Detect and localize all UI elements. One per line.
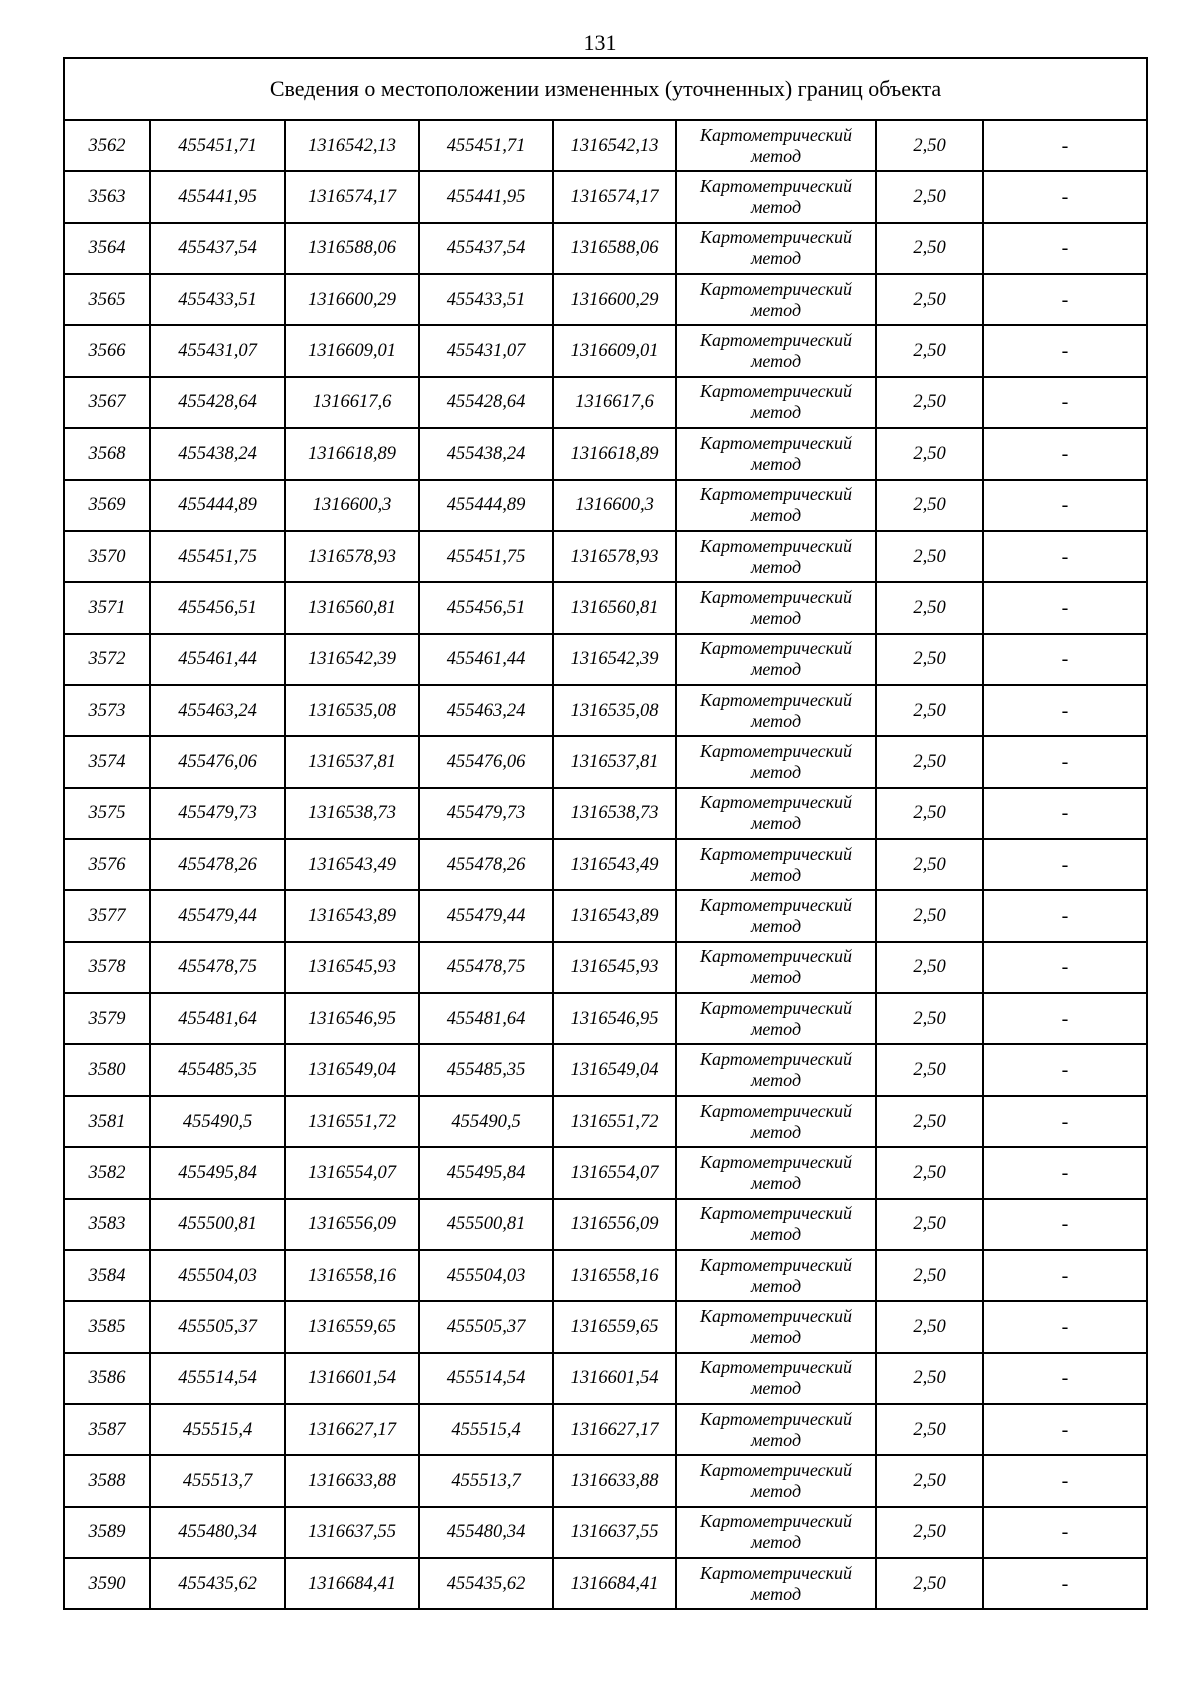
cell-point-number: 3583 xyxy=(64,1199,150,1250)
cell-note: - xyxy=(983,634,1147,685)
cell-point-number: 3578 xyxy=(64,942,150,993)
cell-accuracy: 2,50 xyxy=(876,531,983,582)
table-row xyxy=(64,171,1147,222)
cell-note: - xyxy=(983,1147,1147,1198)
cell-y-refined: 1316538,73 xyxy=(553,788,676,839)
cell-method: Картометрический метод xyxy=(676,428,876,479)
cell-point-number: 3570 xyxy=(64,531,150,582)
cell-point-number: 3562 xyxy=(64,120,150,171)
cell-accuracy: 2,50 xyxy=(876,1096,983,1147)
cell-point-number: 3584 xyxy=(64,1250,150,1301)
cell-note: - xyxy=(983,223,1147,274)
cell-y-existing: 1316545,93 xyxy=(285,942,419,993)
cell-method: Картометрический метод xyxy=(676,1301,876,1352)
cell-method: Картометрический метод xyxy=(676,531,876,582)
table-row xyxy=(64,1404,1147,1455)
cell-y-existing: 1316554,07 xyxy=(285,1147,419,1198)
cell-x-refined: 455438,24 xyxy=(419,428,553,479)
table-row xyxy=(64,480,1147,531)
cell-point-number: 3576 xyxy=(64,839,150,890)
cell-accuracy: 2,50 xyxy=(876,839,983,890)
cell-x-refined: 455490,5 xyxy=(419,1096,553,1147)
cell-x-existing: 455461,44 xyxy=(150,634,285,685)
cell-method: Картометрический метод xyxy=(676,942,876,993)
cell-x-existing: 455451,75 xyxy=(150,531,285,582)
cell-note: - xyxy=(983,325,1147,376)
cell-x-refined: 455481,64 xyxy=(419,993,553,1044)
cell-method: Картометрический метод xyxy=(676,890,876,941)
cell-x-refined: 455437,54 xyxy=(419,223,553,274)
cell-method: Картометрический метод xyxy=(676,634,876,685)
cell-y-existing: 1316546,95 xyxy=(285,993,419,1044)
cell-x-refined: 455441,95 xyxy=(419,171,553,222)
cell-y-existing: 1316549,04 xyxy=(285,1044,419,1095)
cell-accuracy: 2,50 xyxy=(876,1455,983,1506)
cell-note: - xyxy=(983,839,1147,890)
cell-y-refined: 1316542,13 xyxy=(553,120,676,171)
cell-method: Картометрический метод xyxy=(676,685,876,736)
cell-x-existing: 455476,06 xyxy=(150,736,285,787)
cell-y-refined: 1316633,88 xyxy=(553,1455,676,1506)
table-row xyxy=(64,890,1147,941)
cell-y-refined: 1316559,65 xyxy=(553,1301,676,1352)
cell-y-refined: 1316549,04 xyxy=(553,1044,676,1095)
table-row xyxy=(64,428,1147,479)
cell-accuracy: 2,50 xyxy=(876,1558,983,1609)
cell-x-refined: 455505,37 xyxy=(419,1301,553,1352)
cell-method: Картометрический метод xyxy=(676,274,876,325)
cell-point-number: 3574 xyxy=(64,736,150,787)
table-row xyxy=(64,1301,1147,1352)
cell-note: - xyxy=(983,377,1147,428)
table-row xyxy=(64,120,1147,171)
cell-point-number: 3581 xyxy=(64,1096,150,1147)
cell-accuracy: 2,50 xyxy=(876,1507,983,1558)
cell-x-refined: 455480,34 xyxy=(419,1507,553,1558)
table-row xyxy=(64,1558,1147,1609)
cell-x-existing: 455478,26 xyxy=(150,839,285,890)
cell-accuracy: 2,50 xyxy=(876,788,983,839)
page-number: 131 xyxy=(583,30,617,55)
cell-note: - xyxy=(983,1199,1147,1250)
cell-x-refined: 455514,54 xyxy=(419,1353,553,1404)
cell-x-existing: 455500,81 xyxy=(150,1199,285,1250)
table-row xyxy=(64,634,1147,685)
cell-accuracy: 2,50 xyxy=(876,736,983,787)
table-row xyxy=(64,685,1147,736)
cell-x-existing: 455485,35 xyxy=(150,1044,285,1095)
cell-accuracy: 2,50 xyxy=(876,582,983,633)
cell-point-number: 3585 xyxy=(64,1301,150,1352)
cell-y-refined: 1316574,17 xyxy=(553,171,676,222)
cell-y-existing: 1316637,55 xyxy=(285,1507,419,1558)
cell-note: - xyxy=(983,1455,1147,1506)
cell-y-refined: 1316601,54 xyxy=(553,1353,676,1404)
cell-y-existing: 1316559,65 xyxy=(285,1301,419,1352)
cell-x-refined: 455476,06 xyxy=(419,736,553,787)
cell-y-refined: 1316560,81 xyxy=(553,582,676,633)
cell-note: - xyxy=(983,1044,1147,1095)
cell-x-refined: 455515,4 xyxy=(419,1404,553,1455)
cell-note: - xyxy=(983,171,1147,222)
table-row xyxy=(64,993,1147,1044)
cell-x-refined: 455456,51 xyxy=(419,582,553,633)
cell-note: - xyxy=(983,1250,1147,1301)
cell-note: - xyxy=(983,531,1147,582)
cell-x-existing: 455435,62 xyxy=(150,1558,285,1609)
cell-note: - xyxy=(983,1301,1147,1352)
cell-point-number: 3589 xyxy=(64,1507,150,1558)
cell-x-existing: 455441,95 xyxy=(150,171,285,222)
cell-x-refined: 455428,64 xyxy=(419,377,553,428)
cell-point-number: 3572 xyxy=(64,634,150,685)
cell-x-refined: 455479,73 xyxy=(419,788,553,839)
cell-x-refined: 455495,84 xyxy=(419,1147,553,1198)
table-row xyxy=(64,1353,1147,1404)
cell-point-number: 3582 xyxy=(64,1147,150,1198)
cell-y-refined: 1316617,6 xyxy=(553,377,676,428)
cell-y-refined: 1316627,17 xyxy=(553,1404,676,1455)
cell-method: Картометрический метод xyxy=(676,1096,876,1147)
cell-y-refined: 1316556,09 xyxy=(553,1199,676,1250)
cell-note: - xyxy=(983,685,1147,736)
table-body xyxy=(64,120,1147,1609)
cell-note: - xyxy=(983,993,1147,1044)
cell-x-refined: 455451,71 xyxy=(419,120,553,171)
cell-y-refined: 1316637,55 xyxy=(553,1507,676,1558)
cell-accuracy: 2,50 xyxy=(876,634,983,685)
cell-x-existing: 455513,7 xyxy=(150,1455,285,1506)
cell-y-existing: 1316618,89 xyxy=(285,428,419,479)
cell-y-existing: 1316609,01 xyxy=(285,325,419,376)
cell-x-refined: 455463,24 xyxy=(419,685,553,736)
cell-x-existing: 455456,51 xyxy=(150,582,285,633)
cell-x-refined: 455513,7 xyxy=(419,1455,553,1506)
table-row xyxy=(64,1096,1147,1147)
cell-x-existing: 455431,07 xyxy=(150,325,285,376)
cell-y-existing: 1316578,93 xyxy=(285,531,419,582)
cell-method: Картометрический метод xyxy=(676,480,876,531)
table-row xyxy=(64,377,1147,428)
cell-note: - xyxy=(983,274,1147,325)
cell-x-refined: 455444,89 xyxy=(419,480,553,531)
cell-method: Картометрический метод xyxy=(676,1250,876,1301)
cell-x-existing: 455463,24 xyxy=(150,685,285,736)
cell-method: Картометрический метод xyxy=(676,839,876,890)
cell-accuracy: 2,50 xyxy=(876,993,983,1044)
cell-x-refined: 455500,81 xyxy=(419,1199,553,1250)
cell-accuracy: 2,50 xyxy=(876,1301,983,1352)
cell-y-refined: 1316558,16 xyxy=(553,1250,676,1301)
cell-x-existing: 455478,75 xyxy=(150,942,285,993)
cell-x-refined: 455451,75 xyxy=(419,531,553,582)
cell-y-existing: 1316538,73 xyxy=(285,788,419,839)
cell-point-number: 3568 xyxy=(64,428,150,479)
cell-method: Картометрический метод xyxy=(676,120,876,171)
cell-x-refined: 455479,44 xyxy=(419,890,553,941)
cell-y-refined: 1316554,07 xyxy=(553,1147,676,1198)
cell-accuracy: 2,50 xyxy=(876,480,983,531)
cell-note: - xyxy=(983,890,1147,941)
cell-accuracy: 2,50 xyxy=(876,274,983,325)
cell-y-existing: 1316617,6 xyxy=(285,377,419,428)
cell-method: Картометрический метод xyxy=(676,1558,876,1609)
coordinates-table xyxy=(63,57,1148,1610)
cell-y-refined: 1316535,08 xyxy=(553,685,676,736)
cell-method: Картометрический метод xyxy=(676,171,876,222)
cell-point-number: 3590 xyxy=(64,1558,150,1609)
cell-accuracy: 2,50 xyxy=(876,1199,983,1250)
cell-method: Картометрический метод xyxy=(676,325,876,376)
cell-y-existing: 1316542,39 xyxy=(285,634,419,685)
cell-note: - xyxy=(983,942,1147,993)
cell-x-existing: 455437,54 xyxy=(150,223,285,274)
cell-note: - xyxy=(983,480,1147,531)
cell-y-refined: 1316551,72 xyxy=(553,1096,676,1147)
table-row xyxy=(64,839,1147,890)
cell-y-refined: 1316546,95 xyxy=(553,993,676,1044)
cell-point-number: 3577 xyxy=(64,890,150,941)
cell-y-existing: 1316600,3 xyxy=(285,480,419,531)
cell-note: - xyxy=(983,1404,1147,1455)
cell-point-number: 3579 xyxy=(64,993,150,1044)
cell-point-number: 3587 xyxy=(64,1404,150,1455)
table-row xyxy=(64,223,1147,274)
cell-x-existing: 455444,89 xyxy=(150,480,285,531)
table-row xyxy=(64,1199,1147,1250)
cell-y-refined: 1316618,89 xyxy=(553,428,676,479)
cell-y-existing: 1316543,49 xyxy=(285,839,419,890)
cell-y-existing: 1316543,89 xyxy=(285,890,419,941)
cell-x-existing: 455479,73 xyxy=(150,788,285,839)
cell-y-refined: 1316609,01 xyxy=(553,325,676,376)
cell-method: Картометрический метод xyxy=(676,1199,876,1250)
cell-note: - xyxy=(983,428,1147,479)
cell-x-existing: 455480,34 xyxy=(150,1507,285,1558)
cell-point-number: 3569 xyxy=(64,480,150,531)
cell-accuracy: 2,50 xyxy=(876,428,983,479)
cell-method: Картометрический метод xyxy=(676,223,876,274)
cell-point-number: 3566 xyxy=(64,325,150,376)
cell-method: Картометрический метод xyxy=(676,736,876,787)
cell-x-refined: 455433,51 xyxy=(419,274,553,325)
cell-method: Картометрический метод xyxy=(676,1044,876,1095)
table-row xyxy=(64,736,1147,787)
cell-note: - xyxy=(983,788,1147,839)
cell-method: Картометрический метод xyxy=(676,1507,876,1558)
cell-point-number: 3565 xyxy=(64,274,150,325)
cell-y-existing: 1316556,09 xyxy=(285,1199,419,1250)
cell-x-existing: 455514,54 xyxy=(150,1353,285,1404)
cell-y-existing: 1316600,29 xyxy=(285,274,419,325)
cell-y-refined: 1316545,93 xyxy=(553,942,676,993)
cell-method: Картометрический метод xyxy=(676,788,876,839)
table-row xyxy=(64,1147,1147,1198)
cell-x-existing: 455505,37 xyxy=(150,1301,285,1352)
cell-note: - xyxy=(983,1507,1147,1558)
cell-y-refined: 1316542,39 xyxy=(553,634,676,685)
cell-x-existing: 455481,64 xyxy=(150,993,285,1044)
cell-point-number: 3588 xyxy=(64,1455,150,1506)
cell-point-number: 3575 xyxy=(64,788,150,839)
cell-y-existing: 1316551,72 xyxy=(285,1096,419,1147)
cell-y-existing: 1316633,88 xyxy=(285,1455,419,1506)
cell-x-refined: 455431,07 xyxy=(419,325,553,376)
cell-x-existing: 455479,44 xyxy=(150,890,285,941)
cell-x-refined: 455461,44 xyxy=(419,634,553,685)
cell-x-existing: 455515,4 xyxy=(150,1404,285,1455)
cell-x-existing: 455433,51 xyxy=(150,274,285,325)
table-row xyxy=(64,274,1147,325)
cell-y-existing: 1316574,17 xyxy=(285,171,419,222)
cell-y-existing: 1316535,08 xyxy=(285,685,419,736)
cell-point-number: 3571 xyxy=(64,582,150,633)
cell-accuracy: 2,50 xyxy=(876,1250,983,1301)
table-row xyxy=(64,1455,1147,1506)
cell-x-existing: 455438,24 xyxy=(150,428,285,479)
table-row xyxy=(64,1507,1147,1558)
table-row xyxy=(64,942,1147,993)
cell-point-number: 3567 xyxy=(64,377,150,428)
cell-method: Картометрический метод xyxy=(676,993,876,1044)
cell-x-refined: 455478,26 xyxy=(419,839,553,890)
cell-x-existing: 455504,03 xyxy=(150,1250,285,1301)
cell-y-existing: 1316542,13 xyxy=(285,120,419,171)
cell-y-existing: 1316684,41 xyxy=(285,1558,419,1609)
cell-note: - xyxy=(983,1096,1147,1147)
cell-accuracy: 2,50 xyxy=(876,685,983,736)
cell-x-refined: 455504,03 xyxy=(419,1250,553,1301)
table-row xyxy=(64,531,1147,582)
cell-x-refined: 455485,35 xyxy=(419,1044,553,1095)
cell-accuracy: 2,50 xyxy=(876,1147,983,1198)
cell-note: - xyxy=(983,1353,1147,1404)
cell-accuracy: 2,50 xyxy=(876,377,983,428)
cell-y-refined: 1316600,29 xyxy=(553,274,676,325)
cell-method: Картометрический метод xyxy=(676,377,876,428)
cell-y-existing: 1316588,06 xyxy=(285,223,419,274)
cell-accuracy: 2,50 xyxy=(876,1353,983,1404)
cell-note: - xyxy=(983,736,1147,787)
cell-method: Картометрический метод xyxy=(676,582,876,633)
cell-point-number: 3580 xyxy=(64,1044,150,1095)
cell-x-existing: 455451,71 xyxy=(150,120,285,171)
cell-accuracy: 2,50 xyxy=(876,325,983,376)
cell-x-refined: 455435,62 xyxy=(419,1558,553,1609)
table-row xyxy=(64,325,1147,376)
cell-point-number: 3586 xyxy=(64,1353,150,1404)
cell-y-refined: 1316543,49 xyxy=(553,839,676,890)
table-row xyxy=(64,788,1147,839)
cell-y-refined: 1316578,93 xyxy=(553,531,676,582)
cell-y-existing: 1316558,16 xyxy=(285,1250,419,1301)
cell-y-refined: 1316588,06 xyxy=(553,223,676,274)
cell-y-refined: 1316537,81 xyxy=(553,736,676,787)
cell-accuracy: 2,50 xyxy=(876,942,983,993)
cell-x-existing: 455495,84 xyxy=(150,1147,285,1198)
cell-note: - xyxy=(983,582,1147,633)
cell-accuracy: 2,50 xyxy=(876,890,983,941)
cell-x-existing: 455490,5 xyxy=(150,1096,285,1147)
cell-accuracy: 2,50 xyxy=(876,1404,983,1455)
cell-accuracy: 2,50 xyxy=(876,171,983,222)
cell-point-number: 3563 xyxy=(64,171,150,222)
table-title: Сведения о местоположении измененных (уточненных) границ объекта xyxy=(64,58,1147,120)
cell-method: Картометрический метод xyxy=(676,1353,876,1404)
cell-y-refined: 1316600,3 xyxy=(553,480,676,531)
cell-method: Картометрический метод xyxy=(676,1404,876,1455)
cell-x-refined: 455478,75 xyxy=(419,942,553,993)
cell-accuracy: 2,50 xyxy=(876,223,983,274)
cell-y-existing: 1316627,17 xyxy=(285,1404,419,1455)
cell-y-existing: 1316560,81 xyxy=(285,582,419,633)
cell-point-number: 3573 xyxy=(64,685,150,736)
cell-method: Картометрический метод xyxy=(676,1147,876,1198)
table-row xyxy=(64,1044,1147,1095)
cell-y-refined: 1316684,41 xyxy=(553,1558,676,1609)
cell-y-existing: 1316537,81 xyxy=(285,736,419,787)
cell-note: - xyxy=(983,1558,1147,1609)
cell-x-existing: 455428,64 xyxy=(150,377,285,428)
table-row xyxy=(64,1250,1147,1301)
cell-y-existing: 1316601,54 xyxy=(285,1353,419,1404)
table-row xyxy=(64,582,1147,633)
cell-accuracy: 2,50 xyxy=(876,1044,983,1095)
cell-note: - xyxy=(983,120,1147,171)
cell-point-number: 3564 xyxy=(64,223,150,274)
cell-accuracy: 2,50 xyxy=(876,120,983,171)
cell-method: Картометрический метод xyxy=(676,1455,876,1506)
cell-y-refined: 1316543,89 xyxy=(553,890,676,941)
